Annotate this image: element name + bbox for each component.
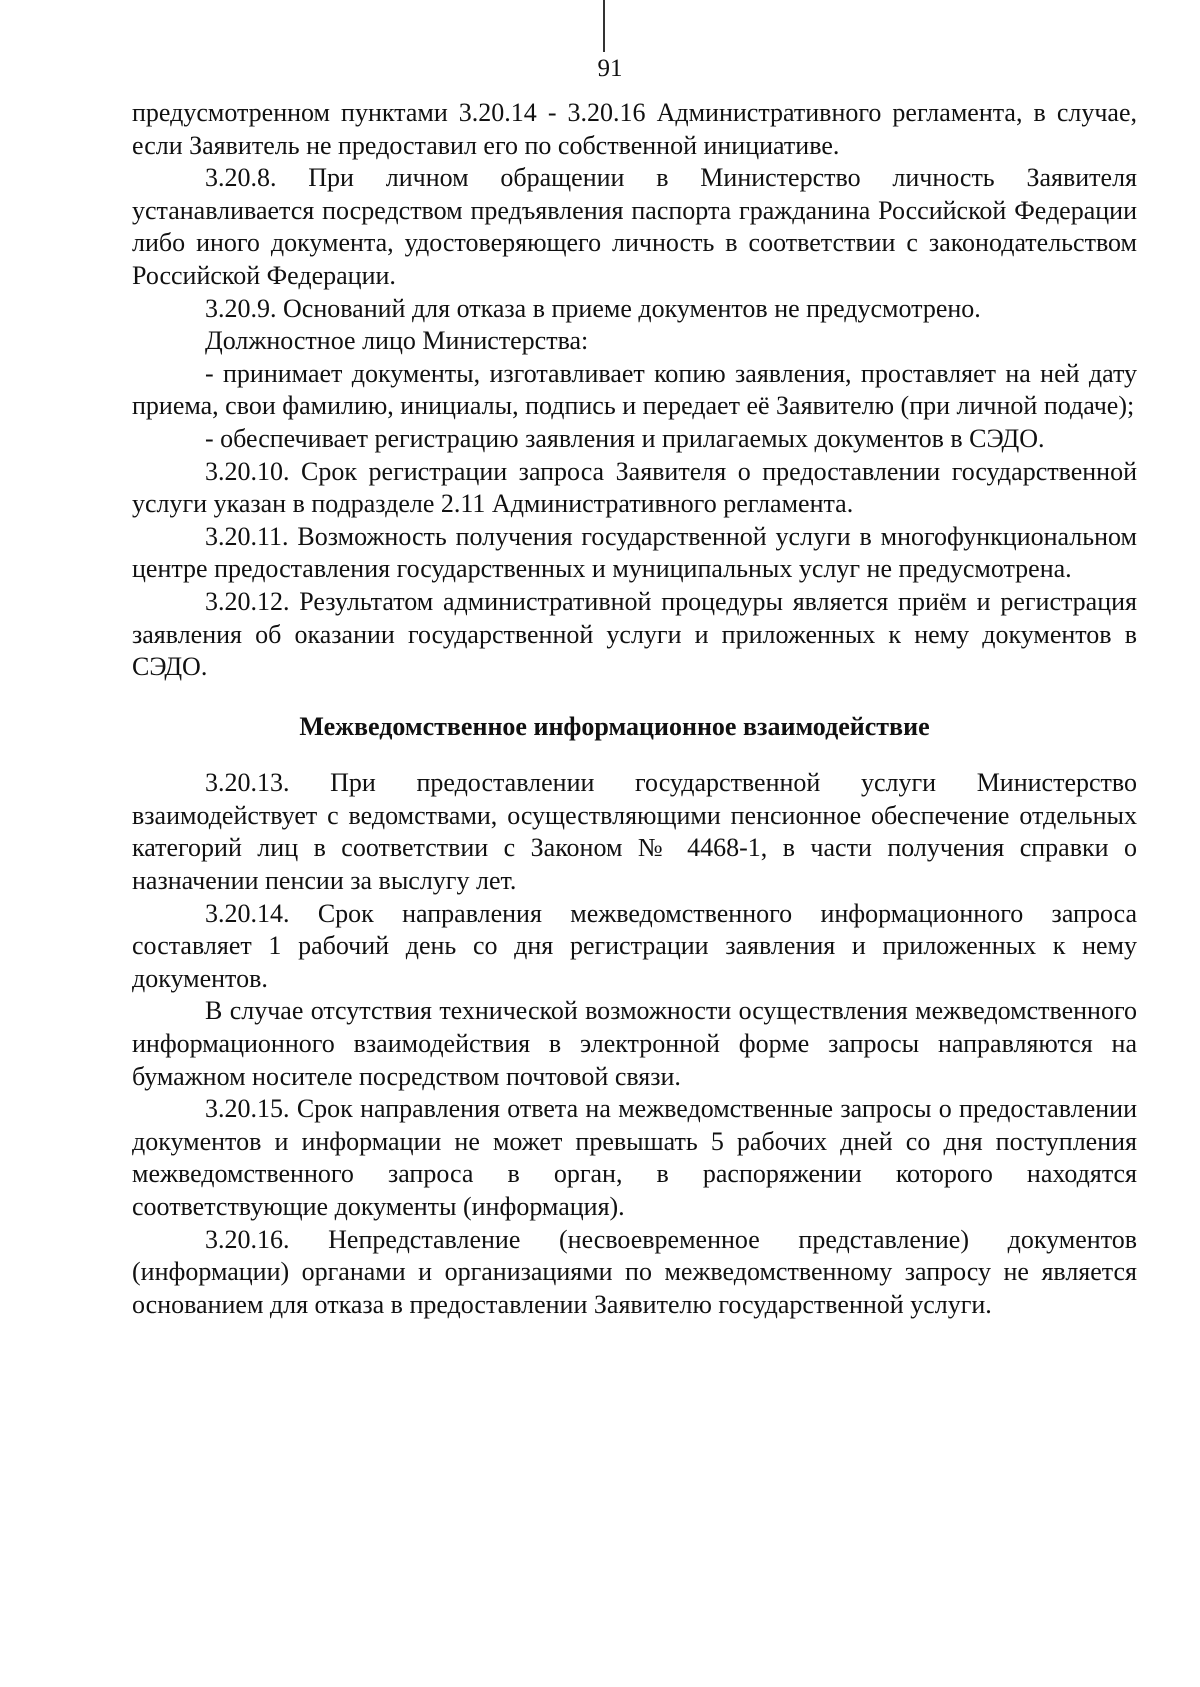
paragraph-3-20-8: 3.20.8. При личном обращении в Министерство личность Заявителя устанавливается посредством предъявления паспорта гражданина Российской Федерации либо иного документа, удостоверяющего личность в соответствии с законодательством Российской Федерации. (132, 163, 1137, 290)
page-number: 91 (597, 55, 623, 82)
paragraph-registration: - обеспечивает регистрацию заявления и прилагаемых документов в СЭДО. (205, 423, 1045, 453)
staple-mark (603, 0, 605, 52)
paragraph-accepts-documents: - принимает документы, изготавливает копию заявления, проставляет на ней дату приема, свои фамилию, инициалы, подпись и передает её Заявителю (при личной подаче); (132, 358, 1137, 421)
paragraph-continuation: предусмотренном пунктами 3.20.14 - 3.20.16 Административного регламента, в случае, если Заявитель не предоставил его по собственной инициативе. (132, 98, 1137, 160)
paragraph-3-20-11: 3.20.11. Возможность получения государственной услуги в многофункциональном центре предоставления государственных и муниципальных услуг не предусмотрена. (132, 521, 1137, 584)
document-body (132, 97, 1137, 1321)
paragraph-3-20-13: 3.20.13. При предоставлении государственной услуги Министерство взаимодействует с ведомствами, осуществляющими пенсионное обеспечение отдельных категорий лиц в соответствии с Законом № 4468-1, в части получения справки о назначении пенсии за выслугу лет. (132, 768, 1137, 896)
paragraph-3-20-12: 3.20.12. Результатом административной процедуры является приём и регистрация заявления об оказании государственной услуги и приложенных к нему документов в СЭДО. (132, 586, 1137, 682)
paragraph-3-20-16: 3.20.16. Непредставление (несвоевременное представление) документов (информации) органами и организациями по межведомственному запросу не является основанием для отказа в предоставлении Заявителю государственной услуги. (132, 1224, 1137, 1319)
paragraph-3-20-15: 3.20.15. Срок направления ответа на межведомственные запросы о предоставлении документов и информации не может превышать 5 рабочих дней со дня поступления межведомственного запроса в орган, в распоряжении которого находятся соответствующие документы (информация). (132, 1094, 1137, 1221)
paragraph-3-20-14: 3.20.14. Срок направления межведомственного информационного запроса составляет 1 рабочий день со дня регистрации заявления и приложенных к нему документов. (132, 898, 1137, 993)
paragraph-3-20-9: 3.20.9. Оснований для отказа в приеме документов не предусмотрено. (205, 293, 981, 323)
paragraph-3-20-10: 3.20.10. Срок регистрации запроса Заявителя о предоставлении государственной услуги указан в подразделе 2.11 Административного регламента. (132, 456, 1137, 519)
section-heading: Межведомственное информационное взаимодействие (299, 711, 930, 741)
paragraph-no-technical-possibility: В случае отсутствия технической возможности осуществления межведомственного информационного взаимодействия в электронной форме запросы направляются на бумажном носителе посредством почтовой связи. (132, 996, 1137, 1091)
paragraph-official: Должностное лицо Министерства: (205, 326, 589, 356)
